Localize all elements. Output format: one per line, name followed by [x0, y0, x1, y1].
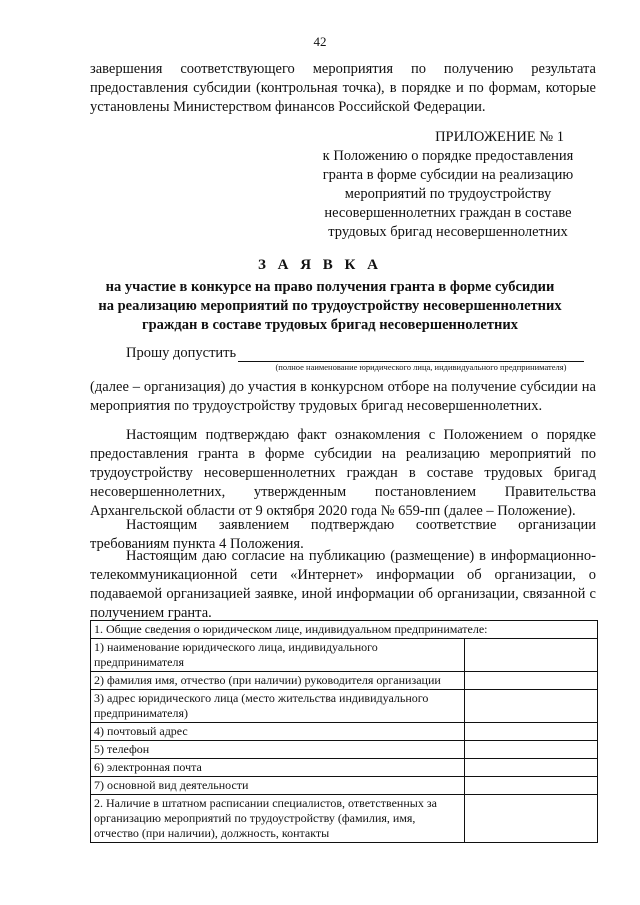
appendix-line: к Положению о порядке предоставления — [322, 148, 574, 164]
table-row — [91, 690, 598, 723]
table-field-value[interactable] — [465, 672, 598, 690]
table-field-label: 2. Наличие в штатном расписании специалистов, ответственных за организацию мероприятий по трудоустройству (фамилия, имя, отчество (при наличии), должность, контакты — [91, 795, 465, 843]
paragraph-compliance: Настоящим заявлением подтверждаю соответствие организации требованиям пункта 4 Положения. — [90, 517, 596, 552]
table-field-label: 6) электронная почта — [91, 759, 465, 777]
table-field-label: 7) основной вид деятельности — [91, 777, 465, 795]
table-row — [91, 621, 598, 639]
top-paragraph: завершения соответствующего мероприятия по получению результата предоставления субсидии (контрольная точка), в порядке и по формам, которые установлены Министерством финансов Российской Федерации. — [90, 61, 596, 115]
subtitle-line: граждан в составе трудовых бригад несовершеннолетних — [142, 317, 518, 333]
request-hint: (полное наименование юридического лица, индивидуального предпринимателя) — [275, 362, 567, 372]
table-section-header: 1. Общие сведения о юридическом лице, индивидуальном предпринимателе: — [91, 621, 598, 639]
table-field-label: 4) почтовый адрес — [91, 723, 465, 741]
table-field-label: 3) адрес юридического лица (место жительства индивидуального предпринимателя) — [91, 690, 465, 723]
page-number: 42 — [313, 34, 327, 49]
paragraph-acknowledgement: Настоящим подтверждаю факт ознакомления с Положением о порядке предоставления гранта в форме субсидии на реализацию мероприятий по трудоустройству несовершеннолетних граждан в составе трудовых бригад несовершеннолетних, утвержденным постановлением Правительства Архангельской области от 9 октября 2020 года № 659-пп (далее – Положение). — [90, 427, 596, 519]
request-prefix: Прошу допустить — [126, 345, 237, 361]
table-row — [91, 639, 598, 672]
subtitle-line: на участие в конкурсе на право получения гранта в форме субсидии — [105, 279, 555, 295]
table-field-value[interactable] — [465, 690, 598, 723]
table-field-label: 5) телефон — [91, 741, 465, 759]
subtitle-line: на реализацию мероприятий по трудоустройству несовершеннолетних — [98, 298, 562, 314]
table-field-value[interactable] — [465, 795, 598, 843]
table-row — [91, 672, 598, 690]
table-row — [91, 777, 598, 795]
table-row — [91, 759, 598, 777]
application-subtitle — [60, 278, 600, 335]
appendix-block — [300, 128, 596, 242]
appendix-line: мероприятий по трудоустройству — [344, 186, 552, 202]
table-row — [91, 795, 598, 843]
appendix-line: гранта в форме субсидии на реализацию — [322, 167, 574, 183]
appendix-title: ПРИЛОЖЕНИЕ № 1 — [435, 129, 564, 145]
application-form-table — [90, 620, 598, 843]
organization-name-blank[interactable] — [238, 347, 584, 362]
request-continuation: (далее – организация) до участия в конкурсном отборе на получение субсидии на мероприятия по трудоустройству трудовых бригад несовершеннолетних. — [90, 379, 596, 414]
table-field-value[interactable] — [465, 777, 598, 795]
application-title: З А Я В К А — [257, 257, 383, 273]
appendix-line: несовершеннолетних граждан в составе — [324, 205, 572, 221]
table-field-label: 2) фамилия имя, отчество (при наличии) руководителя организации — [91, 672, 465, 690]
table-field-value[interactable] — [465, 759, 598, 777]
table-field-value[interactable] — [465, 639, 598, 672]
request-line — [126, 345, 596, 362]
paragraph-consent: Настоящим даю согласие на публикацию (размещение) в информационно-телекоммуникационной сети «Интернет» информации об организации, о подаваемой организацией заявке, иной информации об организации, связанной с получением гранта. — [90, 548, 596, 621]
table-row — [91, 741, 598, 759]
appendix-line: трудовых бригад несовершеннолетних — [328, 224, 568, 240]
table-row — [91, 723, 598, 741]
table-field-value[interactable] — [465, 723, 598, 741]
table-field-label: 1) наименование юридического лица, индивидуального предпринимателя — [91, 639, 465, 672]
table-field-value[interactable] — [465, 741, 598, 759]
